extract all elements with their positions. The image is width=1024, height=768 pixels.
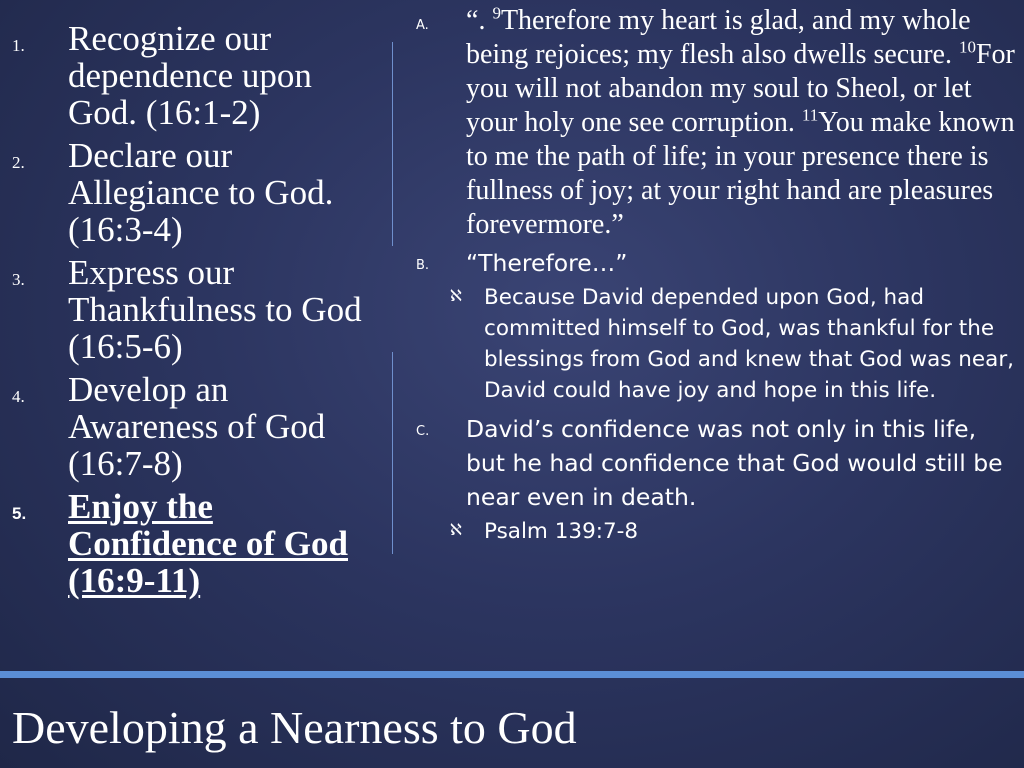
vertical-divider-lower [392,352,393,554]
verse-number: 9 [492,3,501,23]
outline-text: Recognize our dependence upon God. (16:1-2) [68,19,312,132]
outline-item-5 [10,488,370,599]
bullet-c [410,516,1016,547]
point-text: David’s confidence was not only in this life, but he had confidence that God would still be near even in death. [466,415,1003,511]
outline-number: 4. [12,387,25,406]
point-text: “Therefore…” [466,249,628,277]
outline-text: Develop an Awareness of God (16:7-8) [68,370,326,483]
quill-bullet-icon: ℵ [450,520,462,539]
verse-number: 10 [958,37,976,57]
point-b [410,246,1016,280]
outline-list [10,20,370,605]
quill-bullet-icon: ℵ [450,286,462,305]
scripture-column [410,4,1016,547]
point-a [410,4,1016,242]
scripture-quote: “. $^9$Therefore my heart is glad, and my whole being rejoices; my flesh also dwells secure. $^{10}$For you will not abandon my soul to Sheol, or let your holy one see corruption. $^{11}$You make known to me the path of life; in your presence there is fullness of joy; at your right hand are pleasures forevermore.” [466,3,1015,240]
bullet-text: Because David depended upon God, had committed himself to God, was thankful for the blessings from God and knew that God was near, David could have joy and hope in this life. [484,285,1014,403]
outline-item-2 [10,137,370,248]
outline-text: Declare our Allegiance to God. (16:3-4) [68,136,334,249]
outline-item-3 [10,254,370,365]
outline-number: 2. [12,153,25,172]
outline-number: 5. [12,504,27,523]
slide-title: Developing a Nearness to God [12,702,577,753]
bullet-text: Psalm 139:7-8 [484,519,639,544]
point-letter: C. [416,424,430,439]
outline-number: 3. [12,270,25,289]
open-quote: “ [466,5,479,36]
outline-item-1 [10,20,370,131]
point-c [410,412,1016,514]
outline-text: Express our Thankfulness to God (16:5-6) [68,253,362,366]
vertical-divider-upper [392,42,393,246]
verse-number: 11 [801,105,819,125]
accent-bar [0,671,1024,678]
outline-text-current: Enjoy the Confidence of God (16:9-11) [68,487,348,600]
point-letter: A. [416,18,429,33]
point-letter: B. [416,258,430,273]
bullet-b [410,282,1016,406]
outline-number: 1. [12,36,25,55]
outline-item-4 [10,371,370,482]
